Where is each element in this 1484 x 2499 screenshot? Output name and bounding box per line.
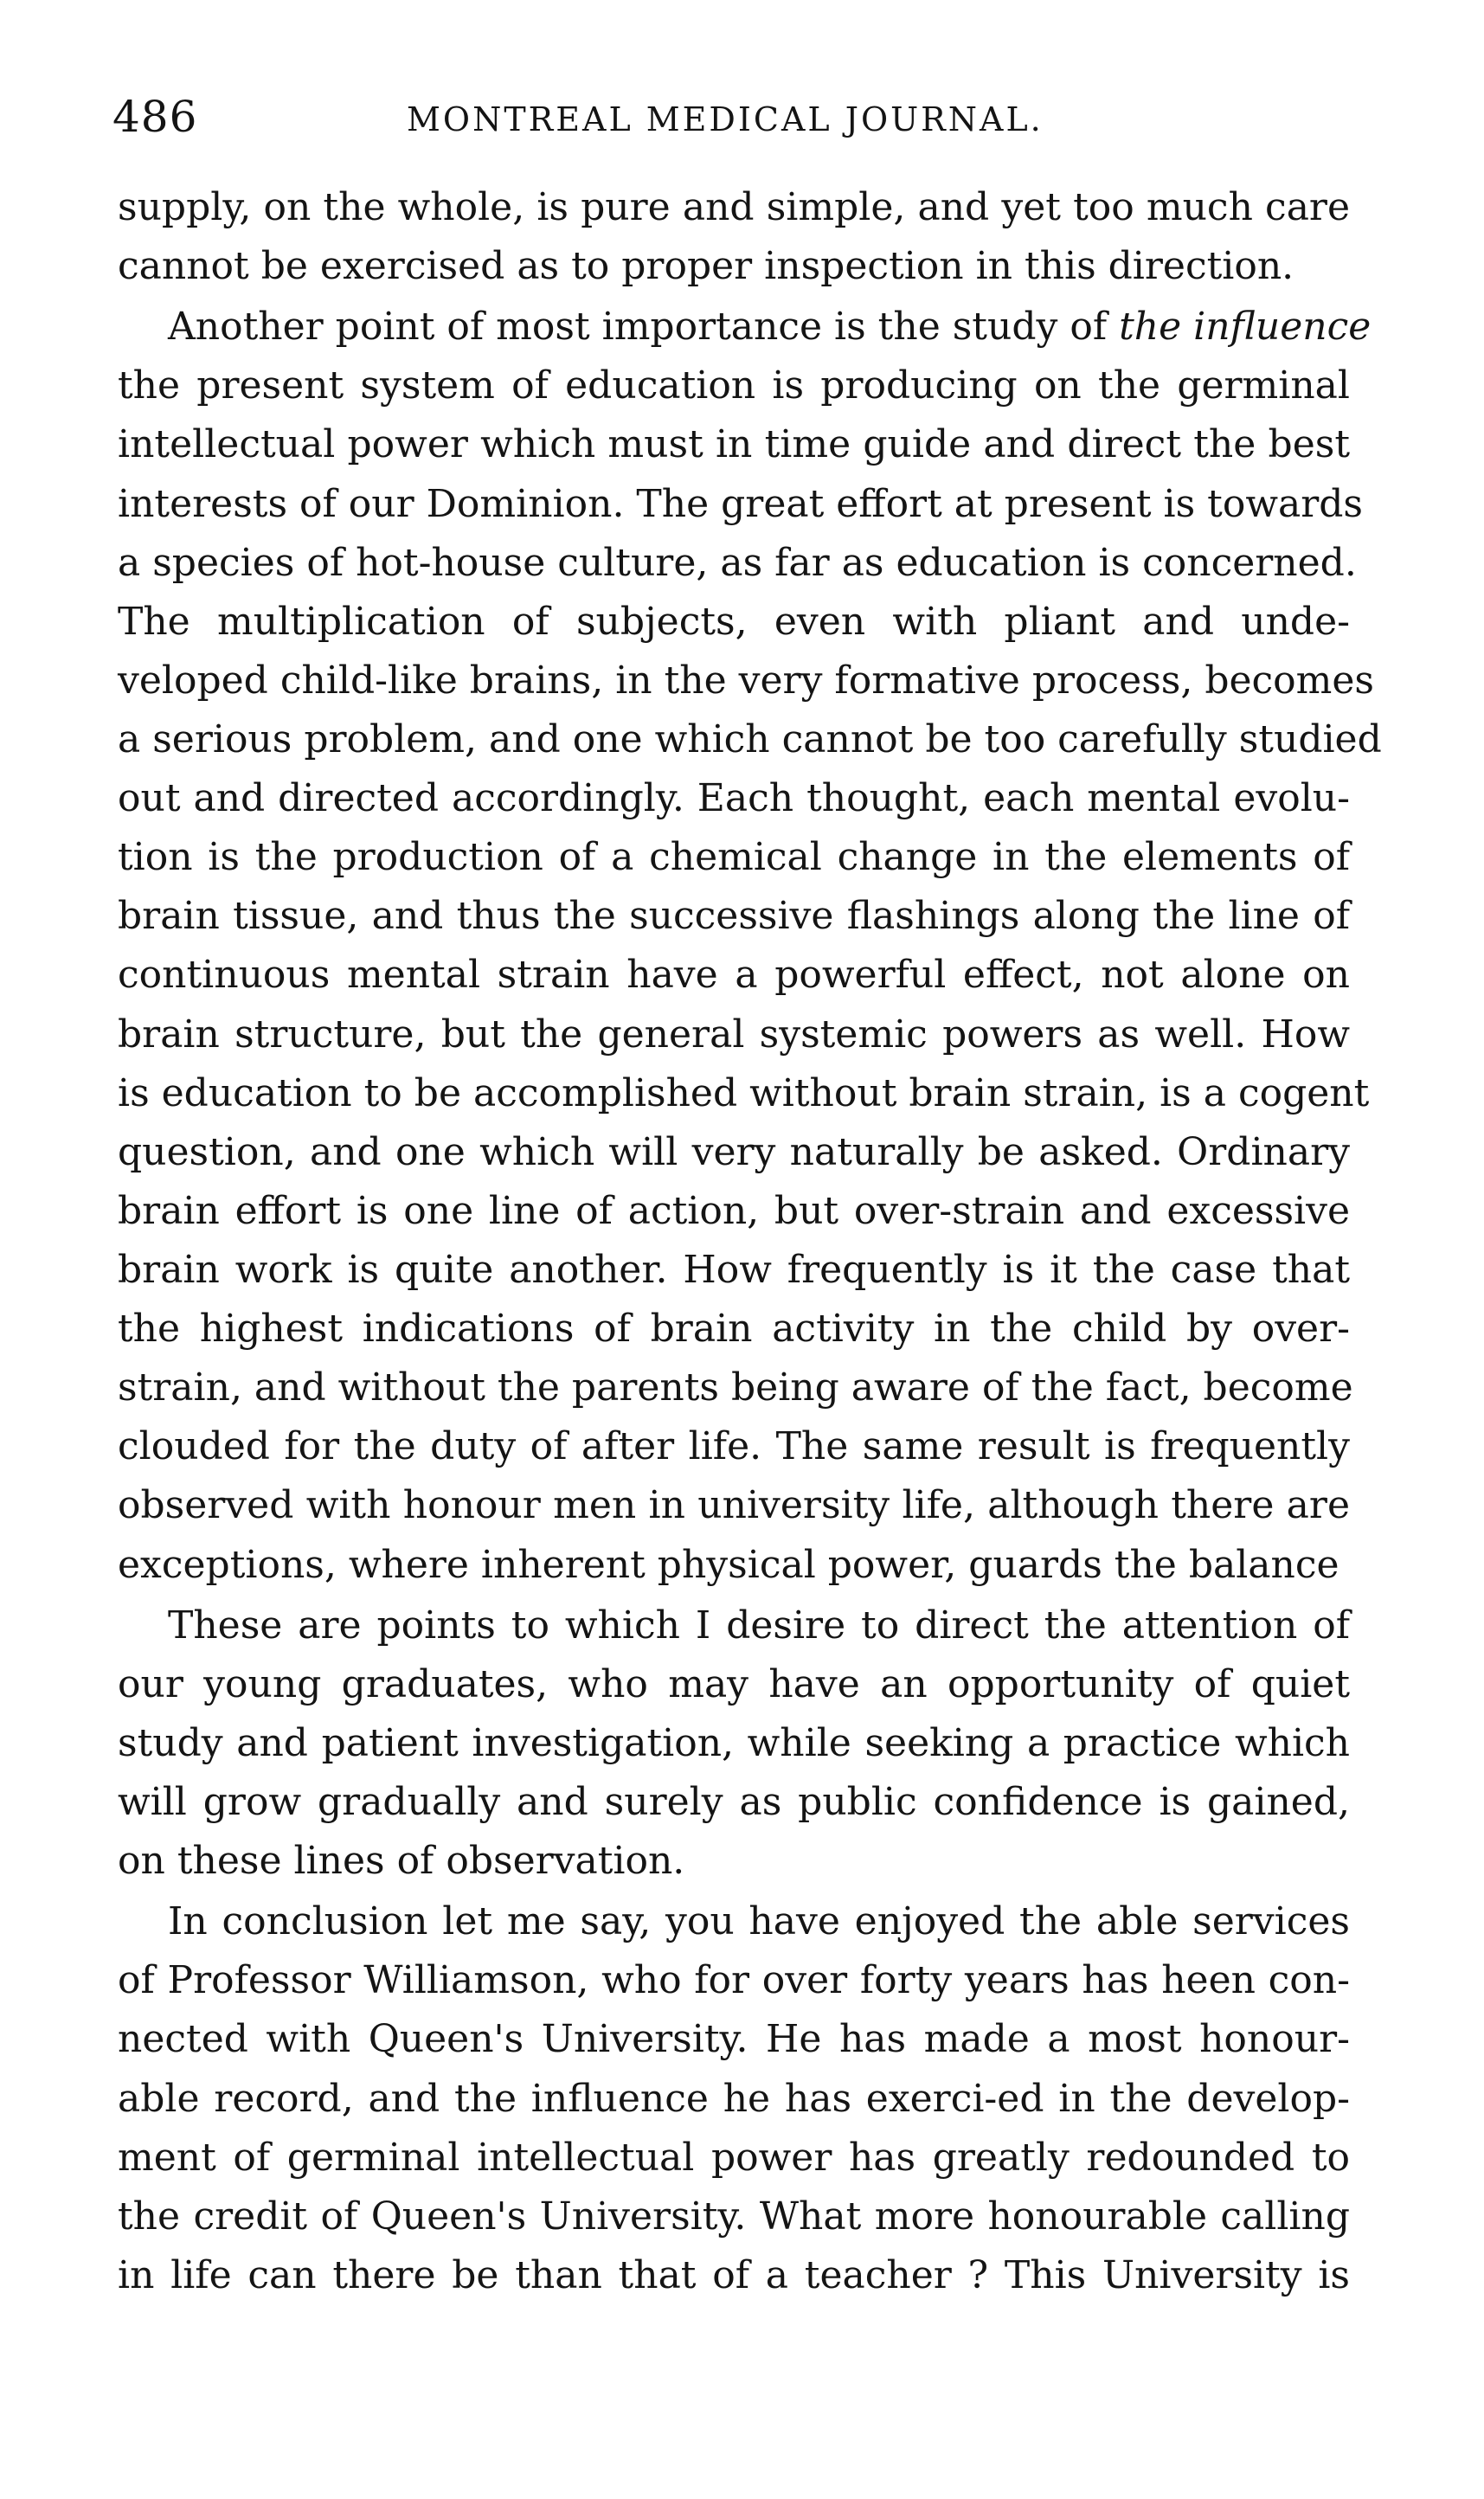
text-line: study and patient investigation, while seeking a practice which [118,1720,1350,1765]
text-line [118,298,1372,357]
journal-title: MONTREAL MEDICAL JOURNAL. [407,100,1044,138]
paragraph-2 [118,298,1382,1594]
text-line: the credit of Queen's University. What more honourable calling [118,2194,1350,2239]
text-line: question, and one which will very naturally be asked. Ordinary [118,1129,1350,1174]
page-number: 486 [112,92,198,142]
text-line: interests of our Dominion. The great effort at present is towards [118,481,1364,526]
text-line: on these lines of observation. [118,1839,685,1884]
text-line: intellectual power which must in time guide and direct the best [118,422,1350,467]
text-line: brain work is quite another. How frequently is it the case that [118,1247,1350,1292]
text-line: strain, and without the parents being aware of the fact, become [118,1365,1353,1410]
text-line: The multiplication of subjects, even with pliant and unde- [118,599,1350,644]
text-line: of Professor Williamson, who for over forty years has heen con- [118,1958,1350,2003]
text-line: veloped child-like brains, in the very formative process, becomes [118,658,1374,703]
text-line: a serious problem, and one which cannot be too carefully studied [118,716,1382,761]
text-line: the present system of education is producing on the germinal [118,363,1350,408]
text-line: exceptions, where inherent physical power, guards the balance [118,1542,1339,1587]
text-line: is education to be accomplished without brain strain, is a cogent [118,1070,1370,1115]
running-head [112,87,1350,147]
article-body [118,178,1382,2463]
text-line: brain tissue, and thus the successive flashings along the line of [118,894,1350,939]
paragraph-1 [118,178,1350,296]
text-line: These are points to which I desire to direct the attention of [168,1603,1350,1648]
text-line: continuous mental strain have a powerful effect, not alone on [118,953,1350,998]
paragraph-3 [118,1596,1350,1892]
text-run: Another point of most importance is the study of [168,305,1120,350]
text-line: brain structure, but the general systemic powers as well. How [118,1012,1350,1057]
text-line: will grow gradually and surely as public confidence is gained, [118,1779,1350,1824]
text-line: nected with Queen's University. He has made a most honour- [118,2017,1350,2062]
text-line: clouded for the duty of after life. The same result is frequently [118,1424,1350,1469]
paragraph-4 [118,1892,1350,2305]
text-line: observed with honour men in university life, although there are [118,1483,1350,1528]
text-line: supply, on the whole, is pure and simple, and yet too much care [118,185,1350,229]
text-line: tion is the production of a chemical change in the elements of [118,835,1350,880]
text-line: able record, and the influence he has exerci-ed in the develop- [118,2076,1350,2121]
text-line: In conclusion let me say, you have enjoyed the able services [168,1899,1350,1944]
italic-phrase: the influence [1119,305,1372,350]
text-line: a species of hot-house culture, as far as education is concerned. [118,540,1357,585]
text-line: our young graduates, who may have an opportunity of quiet [118,1661,1350,1706]
text-line: ment of germinal intellectual power has greatly redounded to [118,2135,1350,2180]
text-line: the highest indications of brain activity in the child by over- [118,1307,1350,1352]
text-line: out and directed accordingly. Each thought, each mental evolu- [118,776,1350,821]
text-line: cannot be exercised as to proper inspection in this direction. [118,244,1294,289]
text-line: in life can there be than that of a teacher ? This University is [118,2252,1350,2297]
text-line: brain effort is one line of action, but over-strain and excessive [118,1188,1350,1233]
